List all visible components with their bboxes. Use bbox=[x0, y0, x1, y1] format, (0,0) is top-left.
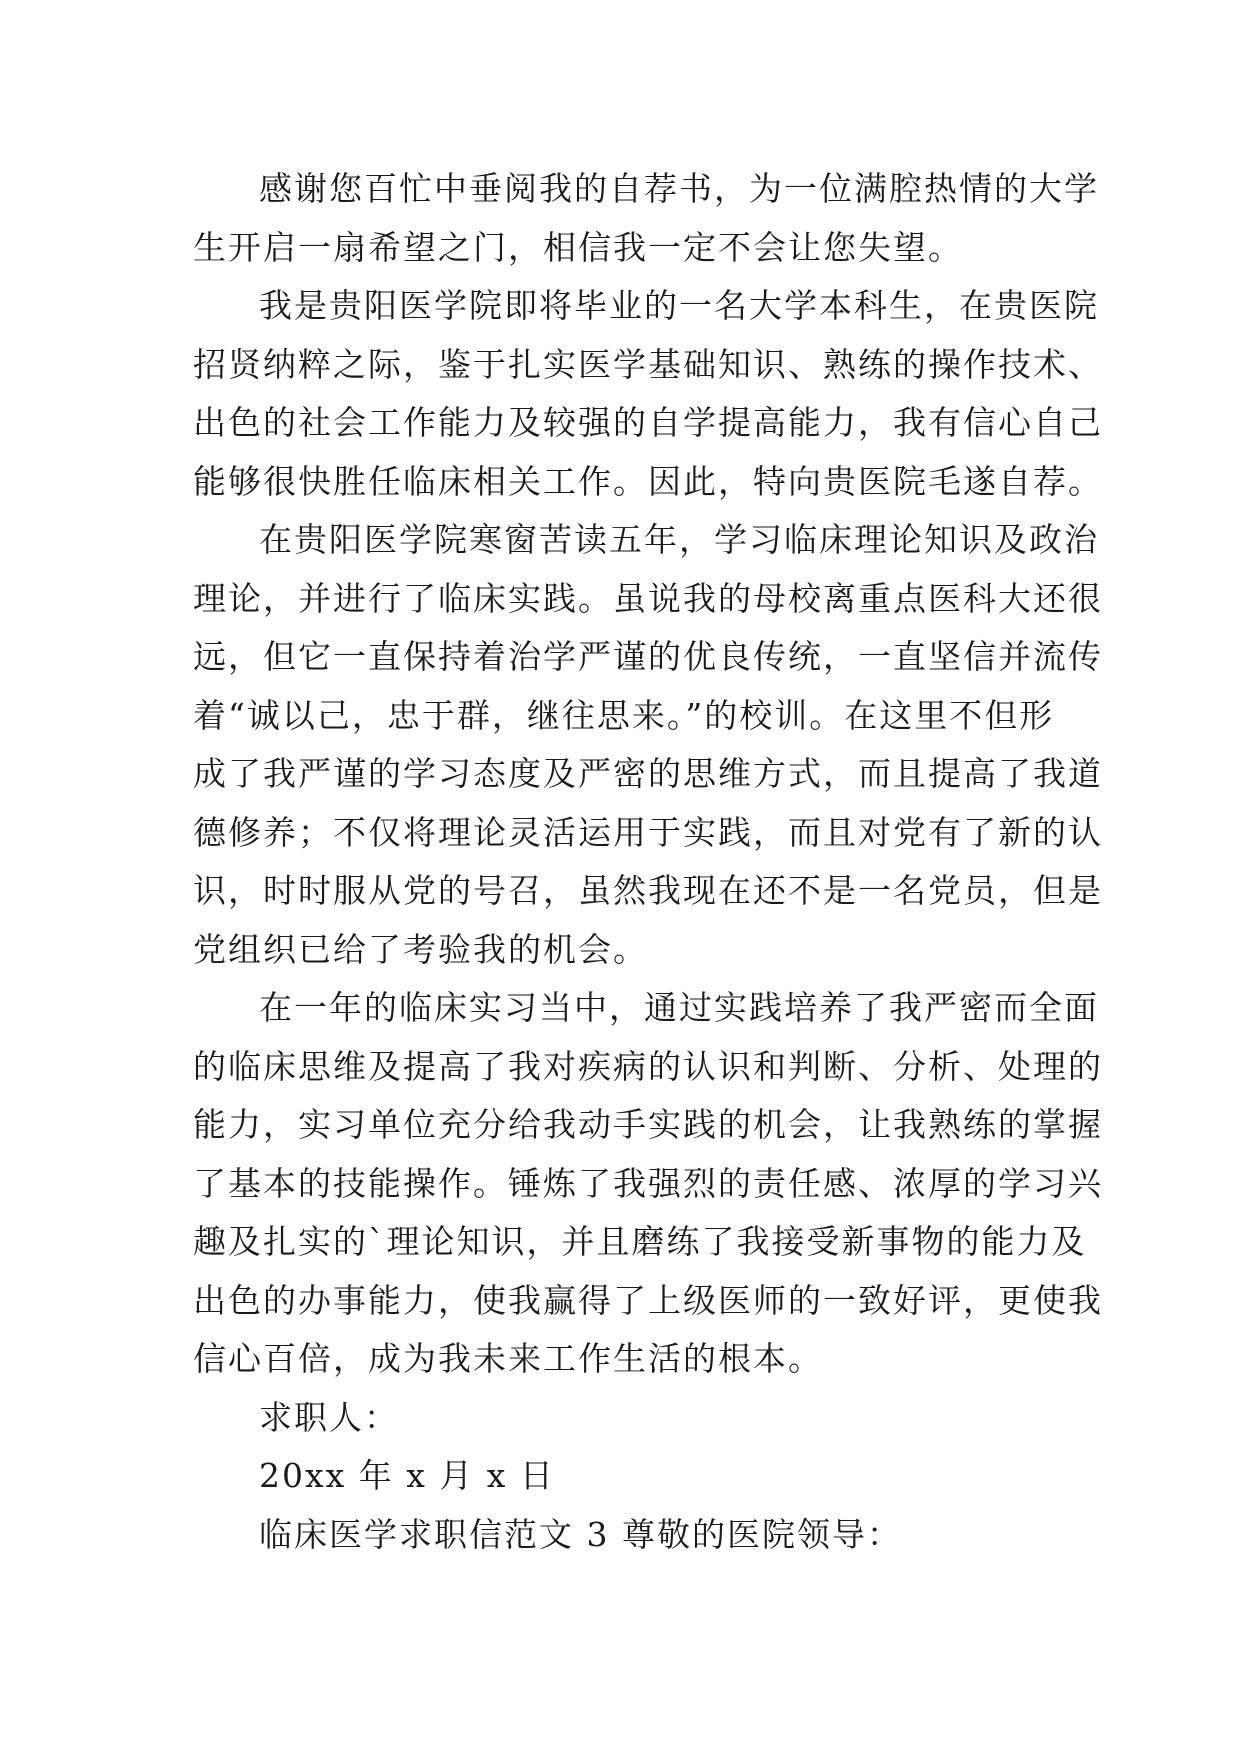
letter-body bbox=[193, 160, 1103, 1564]
text-line: 出色的办事能力，使我赢得了上级医师的一致好评，更使我 bbox=[193, 1280, 1103, 1320]
text-line: 识，时时服从党的号召，虽然我现在还不是一名党员，但是 bbox=[193, 871, 1103, 910]
signature-label: 求职人： bbox=[259, 1397, 399, 1437]
next-section-heading: 临床医学求职信范文 3 尊敬的医院领导： bbox=[259, 1514, 902, 1554]
text-line: 我是贵阳医学院即将毕业的一名大学本科生，在贵医院 bbox=[259, 286, 1099, 325]
text-line: 出色的社会工作能力及较强的自学提高能力，我有信心自己 bbox=[193, 403, 1103, 442]
text-line: 能够很快胜任临床相关工作。因此，特向贵医院毛遂自荐。 bbox=[193, 461, 1103, 501]
text-line: 在一年的临床实习当中，通过实践培养了我严密而全面 bbox=[259, 988, 1099, 1027]
text-line: 趣及扎实的`理论知识，并且磨练了我接受新事物的能力及 bbox=[193, 1222, 1087, 1261]
text-line: 远，但它一直保持着治学严谨的优良传统，一直坚信并流传 bbox=[193, 637, 1103, 676]
text-line: 在贵阳医学院寒窗苦读五年，学习临床理论知识及政治 bbox=[259, 520, 1099, 559]
text-line: 招贤纳粹之际，鉴于扎实医学基础知识、熟练的操作技术、 bbox=[193, 344, 1103, 384]
text-line: 了基本的技能操作。锤炼了我强烈的责任感、浓厚的学习兴 bbox=[193, 1163, 1103, 1203]
text-line: 成了我严谨的学习态度及严密的思维方式，而且提高了我道 bbox=[193, 754, 1103, 793]
date-line: 20xx 年 x 月 x 日 bbox=[259, 1456, 555, 1495]
text-line: 理论，并进行了临床实践。虽说我的母校离重点医科大还很 bbox=[193, 578, 1103, 618]
text-line: 的临床思维及提高了我对疾病的认识和判断、分析、处理的 bbox=[193, 1046, 1103, 1086]
text-line: 生开启一扇希望之门，相信我一定不会让您失望。 bbox=[193, 227, 963, 267]
text-line: 能力，实习单位充分给我动手实践的机会，让我熟练的掌握 bbox=[193, 1105, 1103, 1144]
text-line: 信心百倍，成为我未来工作生活的根本。 bbox=[193, 1339, 823, 1378]
text-line: 感谢您百忙中垂阅我的自荐书，为一位满腔热情的大学 bbox=[259, 169, 1099, 208]
text-line: 德修养；不仅将理论灵活运用于实践，而且对党有了新的认 bbox=[193, 812, 1103, 852]
text-line: 着“诚以己，忠于群，继往思来。”的校训。在这里不但形 bbox=[193, 695, 1055, 735]
text-line: 党组织已给了考验我的机会。 bbox=[193, 929, 648, 969]
